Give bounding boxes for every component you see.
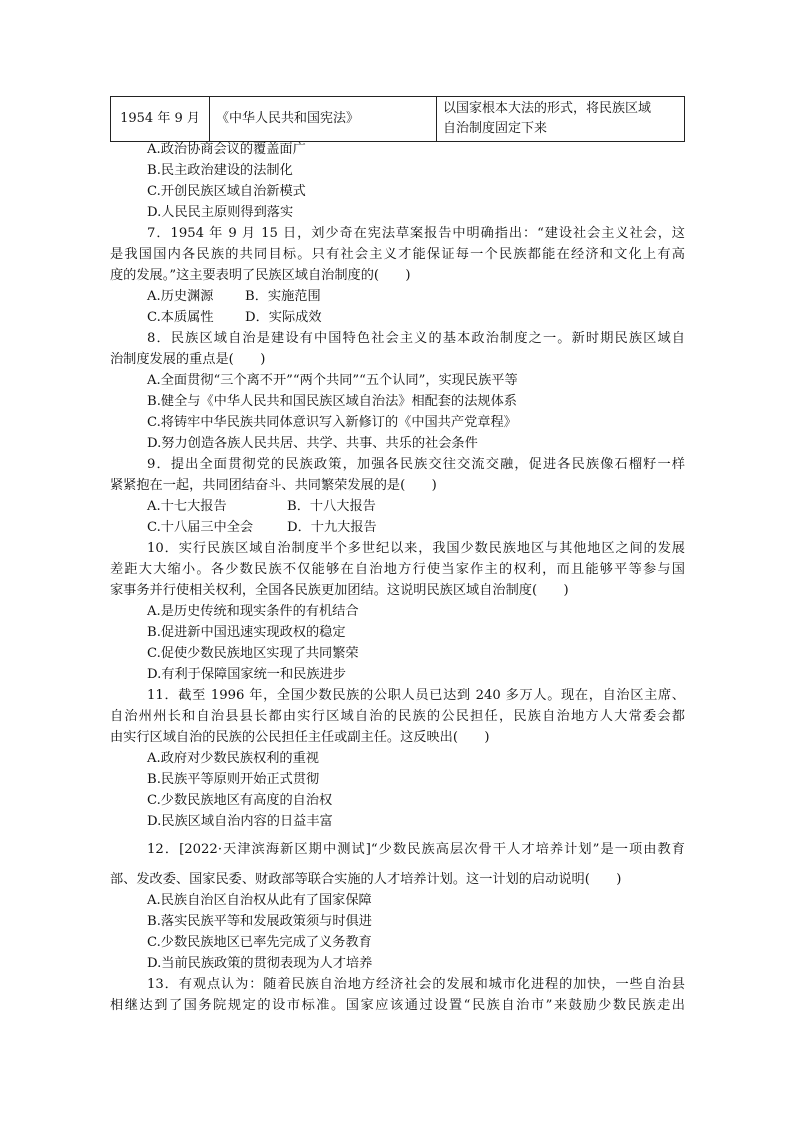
q9-option-b: B．十八大报告 [287, 499, 376, 514]
q13-stem-line: 相继达到了国务院规定的设市标准。国家应该通过设置“民族自治市”来鼓励少数民族走出 [110, 998, 685, 1013]
q7-stem-line: 7．1954 年 9 月 15 日，刘少奇在宪法草案报告中明确指出：“建设社会主义社会，这 [147, 226, 685, 241]
q11-stem-line: 11．截至 1996 年，全国少数民族的公职人员已达到 240 多万人。现在，自治区主席、 [147, 688, 685, 703]
q12-stem-line: 部、发改委、国家民委、财政部等联合实施的人才培养计划。这一计划的启动说明( ) [110, 872, 622, 887]
q9-option-d: D．十九大报告 [287, 520, 377, 535]
q9-stem-line: 9．提出全面贯彻党的民族政策，加强各民族交往交流交融，促进各民族像石榴籽一样 [147, 457, 685, 472]
q10-stem-line: 差距大大缩小。各少数民族不仅能够在自治地方行使当家作主的权利，而且能够平等参与国 [110, 562, 685, 577]
q12-stem-line: 12．[2022·天津滨海新区期中测试]“少数民族高层次骨干人才培养计划”是一项由教育 [147, 842, 685, 857]
q12-option-c: C.少数民族地区已率先完成了义务教育 [147, 935, 372, 950]
table-cell-description [437, 97, 685, 142]
q11-stem-line: 由实行区域自治的民族的公民担任主任或副主任。这反映出( ) [110, 730, 490, 745]
q10-stem-line: 家事务并行使相关权利，全国各民族更加团结。这说明民族区域自治制度( ) [110, 583, 569, 598]
table-cell-document: 《中华人民共和国宪法》 [210, 97, 437, 142]
q10-option-c: C.促使少数民族地区实现了共同繁荣 [147, 646, 359, 661]
q7-options-row [147, 308, 722, 328]
constitution-table [110, 96, 685, 142]
q9-stem-line: 紧紧抱在一起，共同团结奋斗、共同繁荣发展的是( ) [110, 478, 437, 493]
q7-option-c: C.本质属性 [147, 310, 214, 325]
q7-stem-line: 度的发展。”这主要表明了民族区域自治制度的( ) [110, 268, 411, 283]
q13-stem-line: 13．有观点认为：随着民族自治地方经济社会的发展和城市化进程的加快，一些自治县 [147, 977, 685, 992]
q6-option-b: B.民主政治建设的法制化 [147, 163, 293, 178]
q11-option-d: D.民族区域自治内容的日益丰富 [147, 814, 333, 829]
q8-stem-line: 治制度发展的重点是( ) [110, 352, 266, 367]
q6-option-a: A.政治协商会议的覆盖面广 [147, 142, 306, 157]
q11-option-c: C.少数民族地区有高度的自治权 [147, 793, 333, 808]
q7-options-row [147, 287, 722, 307]
table-row [111, 97, 685, 142]
q8-option-c: C.将铸牢中华民族共同体意识写入新修订的《中国共产党章程》 [147, 415, 517, 430]
description-line: 自治制度固定下来 [443, 121, 548, 136]
q7-stem-line: 是我国国内各民族的共同目标。只有社会主义才能保证每一个民族都能在经济和文化上有高 [110, 247, 685, 262]
q8-stem-line: 8．民族区域自治是建设有中国特色社会主义的基本政治制度之一。新时期民族区域自 [147, 331, 685, 346]
q10-option-b: B.促进新中国迅速实现政权的稳定 [147, 625, 346, 640]
q8-option-d: D.努力创造各族人民共居、共学、共事、共乐的社会条件 [147, 436, 478, 451]
q12-option-a: A.民族自治区自治权从此有了国家保障 [147, 893, 372, 908]
q9-options-row [147, 518, 722, 538]
q12-option-b: B.落实民族平等和发展政策须与时俱进 [147, 914, 372, 929]
table-cell-date: 1954 年 9 月 [111, 97, 210, 142]
q11-option-a: A.政府对少数民族权利的重视 [147, 751, 319, 766]
q6-option-c: C.开创民族区域自治新模式 [147, 184, 306, 199]
q9-option-c: C.十八届三中全会 [147, 520, 254, 535]
description-line: 以国家根本大法的形式，将民族区域 [443, 101, 652, 116]
q10-option-a: A.是历史传统和现实条件的有机结合 [147, 604, 359, 619]
q10-option-d: D.有利于保障国家统一和民族进步 [147, 667, 346, 682]
q11-stem-line: 自治州州长和自治县县长都由实行区域自治的民族的公民担任，民族自治地方人大常委会都 [110, 709, 685, 724]
q8-option-b: B.健全与《中华人民共和国民族区域自治法》相配套的法规体系 [147, 394, 517, 409]
q8-option-a: A.全面贯彻“三个离不开”“两个共同”“五个认同”，实现民族平等 [147, 373, 518, 388]
q10-stem-line: 10．实行民族区域自治制度半个多世纪以来，我国少数民族地区与其他地区之间的发展 [147, 541, 685, 556]
q11-option-b: B.民族平等原则开始正式贯彻 [147, 772, 320, 787]
q7-option-b: B．实施范围 [245, 289, 321, 304]
q7-option-a: A.历史渊源 [147, 289, 214, 304]
q9-option-a: A.十七大报告 [147, 499, 227, 514]
q6-option-d: D.人民民主原则得到落实 [147, 205, 294, 220]
q9-options-row [147, 497, 722, 517]
q12-option-d: D.当前民族政策的贯彻表现为人才培养 [147, 956, 373, 971]
q7-option-d: D．实际成效 [245, 310, 322, 325]
